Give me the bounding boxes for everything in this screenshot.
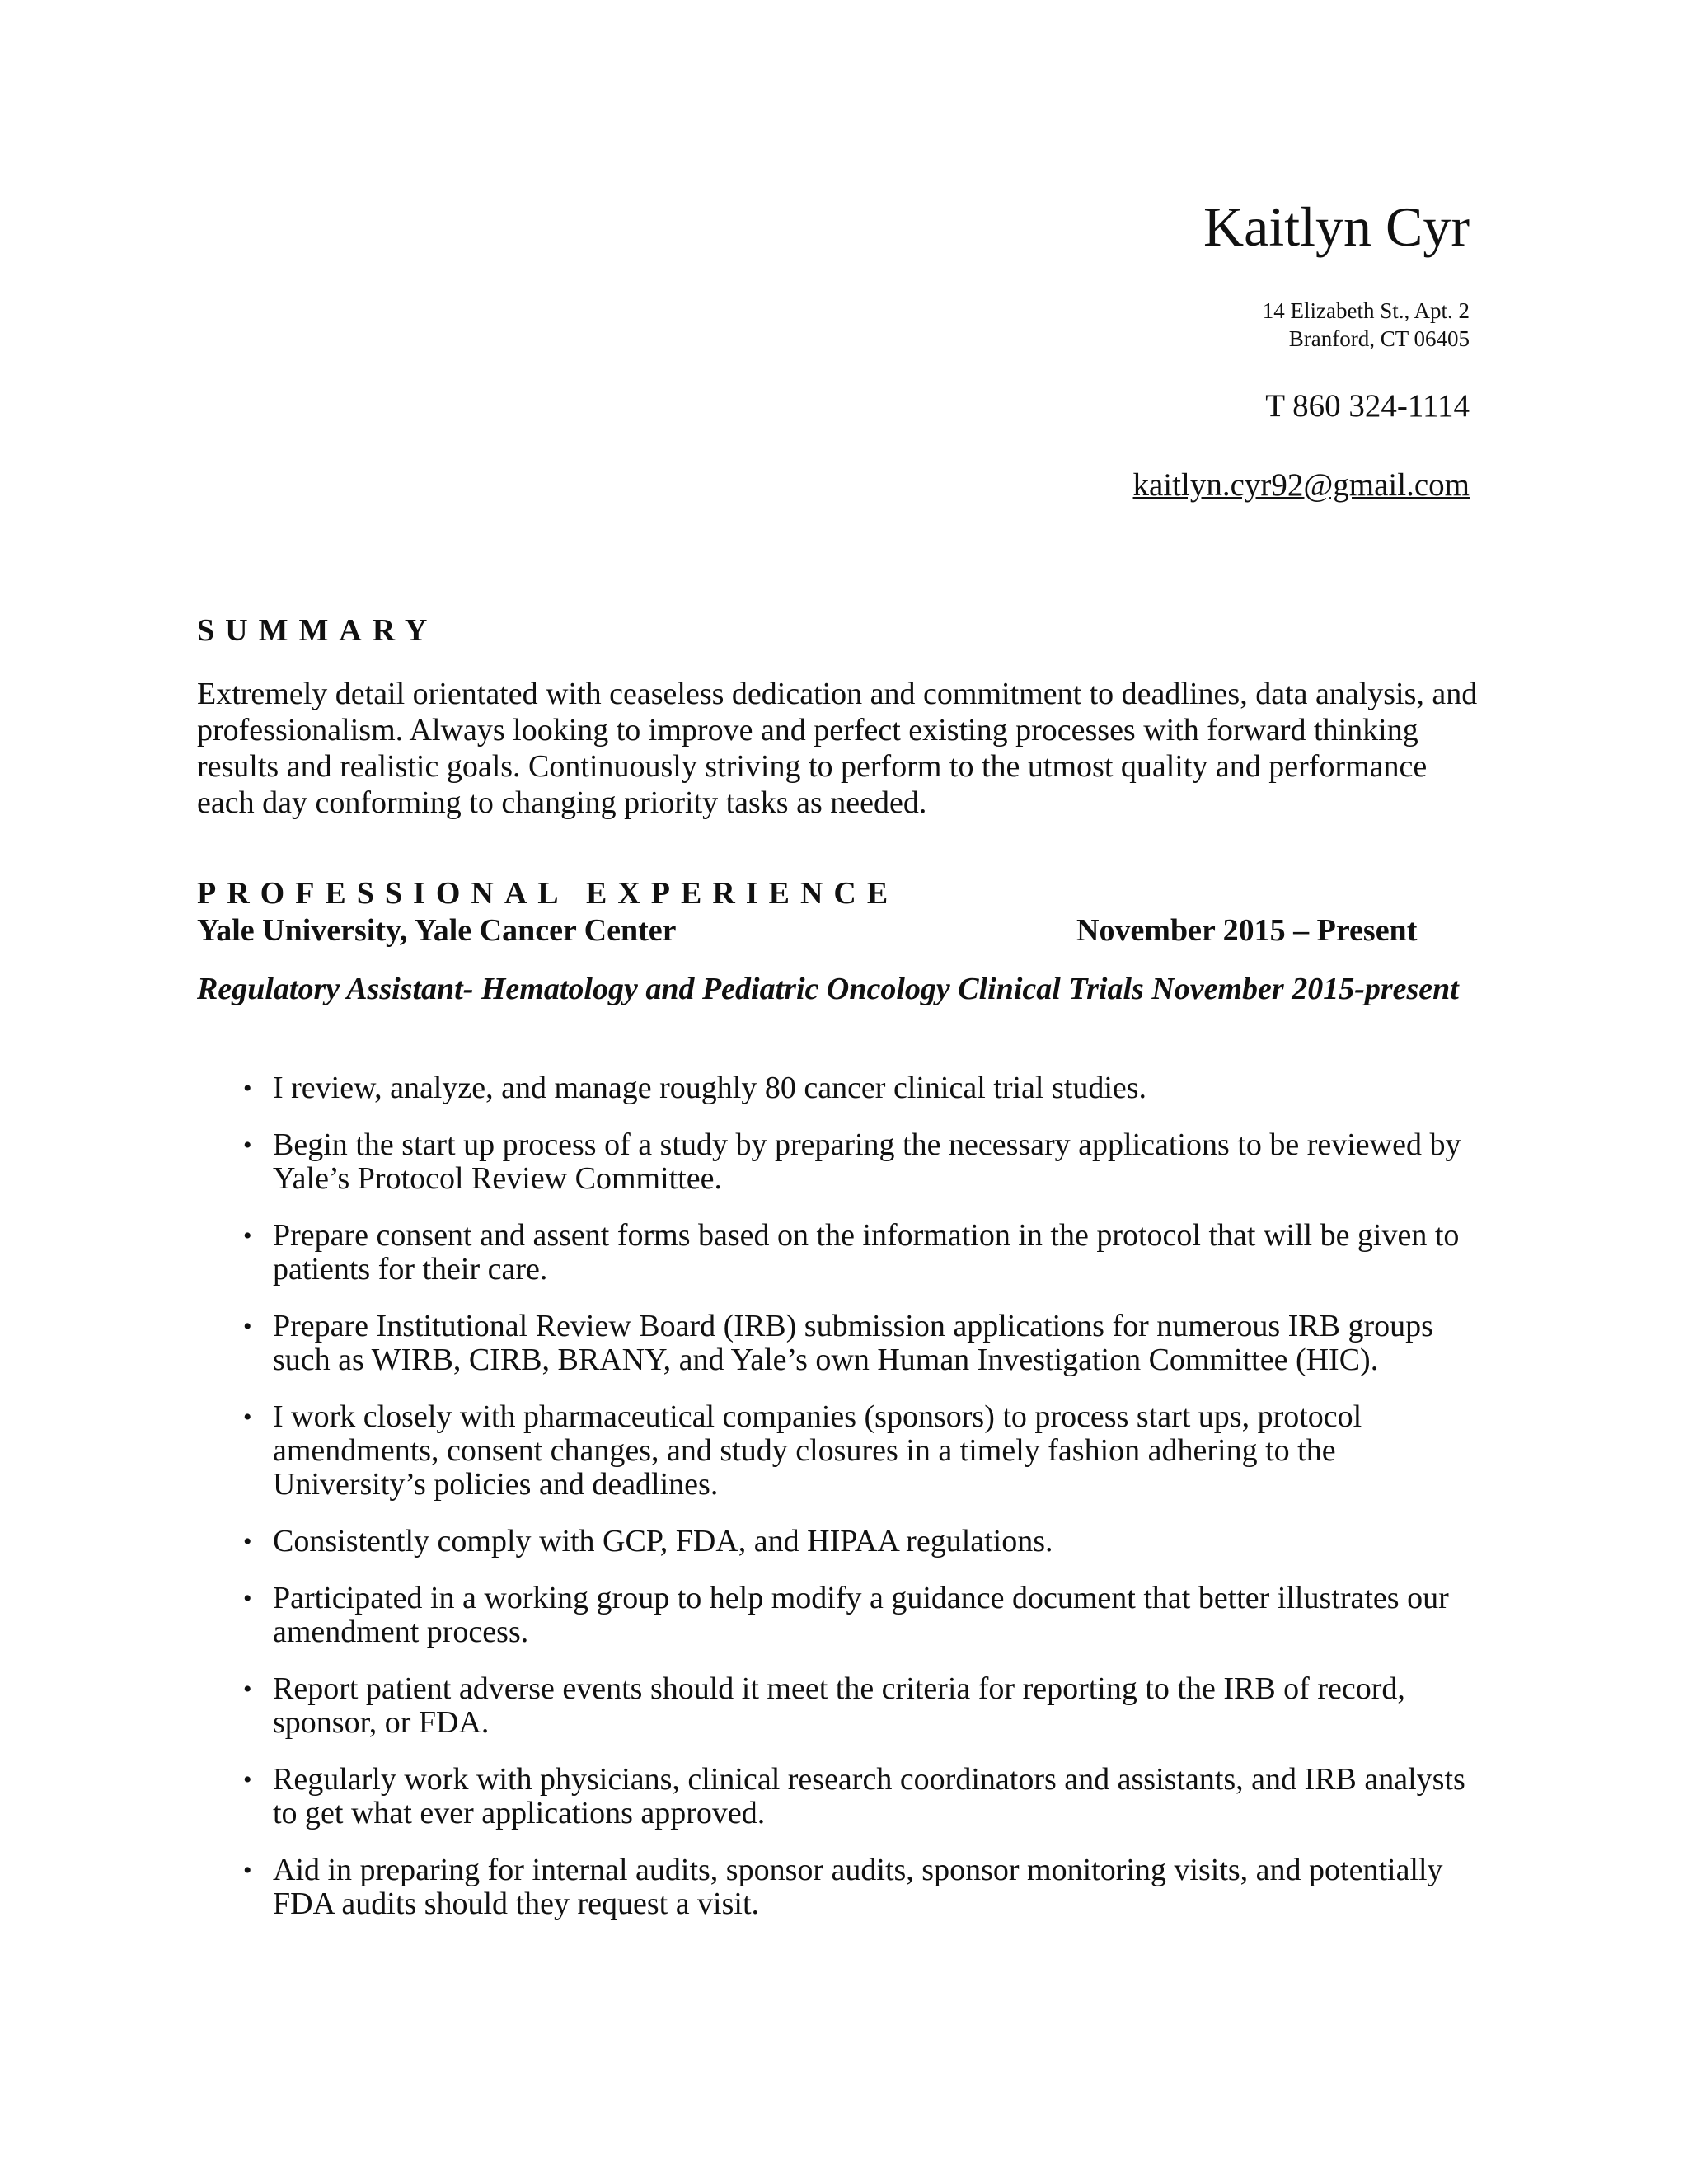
list-item-text: Aid in preparing for internal audits, sponsor audits, sponsor monitoring visits, and potentially FDA audits should they request a visit. [273, 1853, 1443, 1921]
role-title: Regulatory Assistant- Hematology and Pediatric Oncology Clinical Trials November 2015-present [197, 972, 1459, 1006]
list-item-text: Prepare Institutional Review Board (IRB) submission applications for numerous IRB groups such as WIRB, CIRB, BRANY, and Yale’s own Human Investigation Committee (HIC). [273, 1309, 1433, 1377]
list-item [197, 1310, 1483, 1377]
contact-header [728, 190, 1470, 506]
list-item-text: Prepare consent and assent forms based on the information in the protocol that will be given to patients for their care. [273, 1218, 1460, 1286]
address-line-2: Branford, CT 06405 [1288, 326, 1470, 351]
bullet-icon: • [243, 1075, 252, 1102]
list-item-text: Report patient adverse events should it meet the criteria for reporting to the IRB of record, sponsor, or FDA. [273, 1671, 1405, 1740]
list-item [197, 1582, 1483, 1649]
bullet-icon: • [243, 1675, 252, 1703]
bullet-icon: • [243, 1222, 252, 1249]
list-item [197, 1525, 1483, 1558]
list-item-text: Begin the start up process of a study by preparing the necessary applications to be reviewed by Yale’s Protocol Review Committee. [273, 1127, 1461, 1196]
list-item [197, 1854, 1483, 1921]
address-line-1: 14 Elizabeth St., Apt. 2 [1262, 298, 1470, 323]
employment-dates: November 2015 – Present [1076, 913, 1418, 948]
address-block [728, 297, 1470, 353]
experience-heading: PROFESSIONAL EXPERIENCE [197, 876, 899, 911]
email-link[interactable]: kaitlyn.cyr92@gmail.com [1132, 467, 1470, 503]
bullet-icon: • [243, 1132, 252, 1159]
list-item-text: Participated in a working group to help modify a guidance document that better illustrates our amendment process. [273, 1581, 1449, 1649]
list-item [197, 1219, 1483, 1286]
list-item [197, 1672, 1483, 1740]
list-item-text: I review, analyze, and manage roughly 80 cancer clinical trial studies. [273, 1071, 1147, 1105]
list-item-text: Consistently comply with GCP, FDA, and HIPAA regulations. [273, 1524, 1053, 1558]
list-item-text: I work closely with pharmaceutical companies (sponsors) to process start ups, protocol amendments, consent changes, and study closures in a timely fashion adhering to the University’s policies and deadlines. [273, 1399, 1362, 1502]
list-item [197, 1128, 1483, 1196]
summary-heading: SUMMARY [197, 613, 438, 648]
bullet-icon: • [243, 1857, 252, 1884]
bullet-icon: • [243, 1313, 252, 1340]
phone-number: T 860 324-1114 [1265, 388, 1470, 424]
list-item [197, 1400, 1483, 1502]
summary-text: Extremely detail orientated with ceaseless dedication and commitment to deadlines, data analysis, and professionalism. Always looking to improve and perfect existing processes with forward thinking results and realistic goals. Continuously striving to perform to the utmost quality and performance each day conforming to changing priority tasks as needed. [197, 677, 1478, 820]
candidate-name: Kaitlyn Cyr [1203, 195, 1470, 258]
list-item [197, 1763, 1483, 1830]
bullet-icon: • [243, 1585, 252, 1612]
list-item [197, 1071, 1483, 1105]
bullet-icon: • [243, 1766, 252, 1793]
bullet-icon: • [243, 1404, 252, 1431]
list-item-text: Regularly work with physicians, clinical research coordinators and assistants, and IRB analysts to get what ever applications approved. [273, 1762, 1465, 1830]
employer-name: Yale University, Yale Cancer Center [197, 913, 677, 948]
responsibility-list [197, 1071, 1483, 1944]
bullet-icon: • [243, 1528, 252, 1555]
